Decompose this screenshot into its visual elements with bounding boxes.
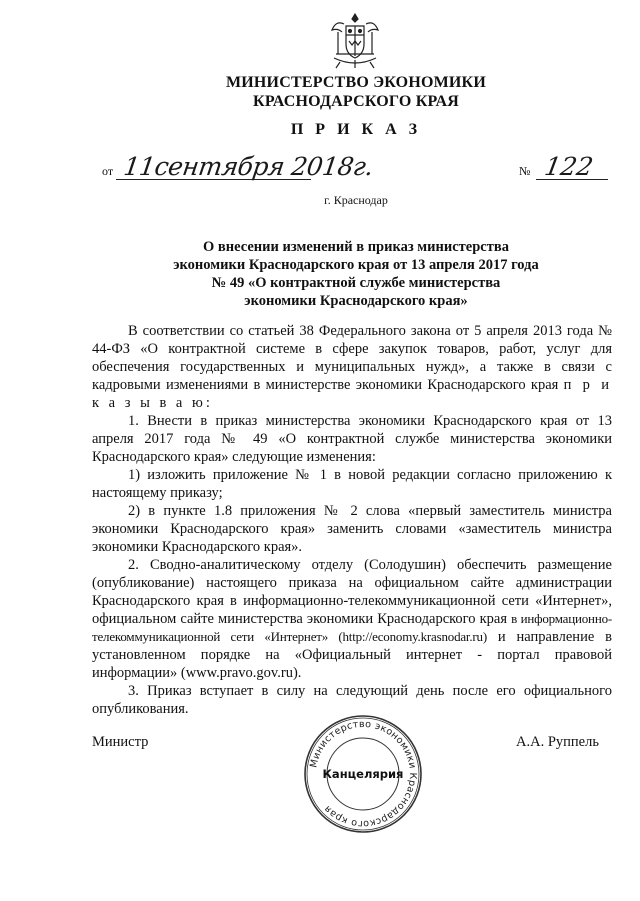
city-name: г. Краснодар	[324, 193, 388, 207]
coat-of-arms-emblem	[326, 10, 384, 70]
subject-line-4: экономики Краснодарского края»	[244, 293, 468, 309]
office-stamp	[302, 713, 424, 835]
subject-line-1: О внесении изменений в приказ министерства	[203, 239, 509, 255]
item-2-text-c: и направление в установленном порядке на «Официальный интернет - портал правовой информации» (www.pravo.gov.ru).	[92, 629, 613, 681]
order-body	[92, 322, 612, 718]
stamp-center-text: Канцелярия	[322, 767, 404, 781]
item-2-text-a: 2. Сводно-аналитическому отделу (Солодушин) обеспечить размещение (опубликование) настоящего приказа на официальном сайте администрации Краснодарского края в информационно-телекоммуникационной сети «Интернет», официальном сайте министерства экономики Краснодарского края	[92, 557, 612, 627]
item-1-subitem-1: 1) изложить приложение № 1 в новой редакции согласно приложению к настоящему приказу;	[92, 467, 612, 501]
ministry-name-line1: МИНИСТЕРСТВО ЭКОНОМИКИ	[225, 74, 487, 91]
signatory-title: Министр	[92, 734, 149, 750]
item-2	[92, 556, 612, 682]
number-prefix: №	[519, 164, 531, 178]
item-1-subitem-2: 2) в пункте 1.8 приложения № 2 слова «первый заместитель министра экономики Краснодарского края» заменить словами «заместитель министра экономики Краснодарского края».	[92, 503, 612, 555]
handwritten-number: 122	[542, 152, 596, 181]
item-2-text-b: в информационно-телекоммуникационной сети «Интернет» (http://economy.krasnodar.ru)	[92, 611, 613, 644]
handwritten-date: 11сентября 2018г.	[121, 152, 375, 181]
ministry-name-line2: КРАСНОДАРСКОГО КРАЯ	[253, 93, 459, 110]
stamp-ring-text: Министерство экономики Краснодарского края	[308, 718, 419, 830]
document-type-title: П Р И К А З	[290, 121, 422, 138]
item-1: 1. Внести в приказ министерства экономики Краснодарского края от 13 апреля 2017 года № 49 «О контрактной службе министерства экономики Краснодарского края» следующие изменения:	[92, 413, 612, 465]
subject-line-3: № 49 «О контрактной службе министерства	[211, 275, 501, 291]
order-word: п р и к а з ы в а ю:	[92, 377, 612, 411]
subject-line-2: экономики Краснодарского края от 13 апреля 2017 года	[173, 257, 539, 273]
signatory-name: А.А. Руппель	[516, 734, 599, 750]
date-number-row	[0, 152, 640, 182]
date-prefix: от	[102, 164, 114, 178]
preamble-paragraph	[92, 322, 612, 412]
order-subject	[0, 238, 640, 310]
item-3: 3. Приказ вступает в силу на следующий день после его официального опубликования.	[92, 683, 612, 717]
preamble-text: В соответствии со статьей 38 Федерального закона от 5 апреля 2013 года № 44-ФЗ «О контрактной системе в сфере закупок товаров, работ, услуг для обеспечения государственных и муниципальных нужд», а также в связи с кадровыми изменениями в министерстве экономики Краснодарского края	[92, 323, 612, 393]
